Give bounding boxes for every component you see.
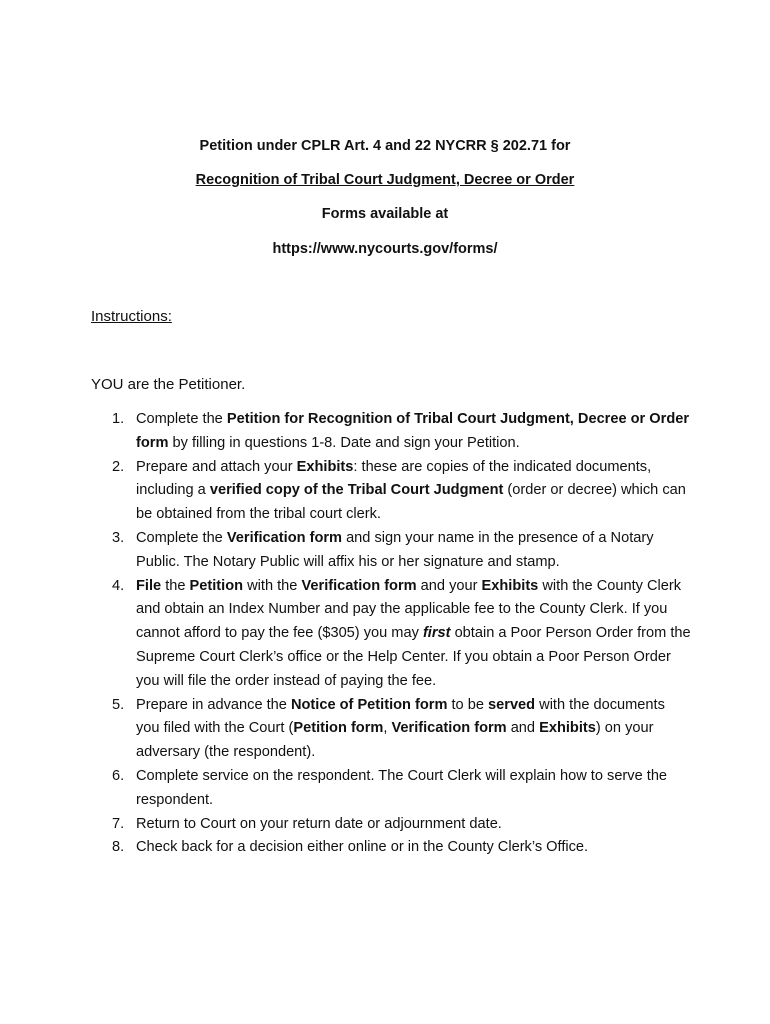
step-fragment: with the County Clerk and obtain an Index Number and pay the applicable fee to the County Clerk. If you cannot afford to pay the fee ($305) you may	[136, 577, 682, 642]
step-item	[91, 408, 691, 456]
step-fragment: : these are copies of the indicated documents, including a	[136, 458, 652, 499]
step-number: 6.	[112, 767, 125, 784]
step-fragment: and your	[416, 577, 482, 594]
step-fragment: (order or decree) which can be obtained from the tribal court clerk.	[136, 482, 686, 523]
step-emphasis: File	[136, 577, 162, 594]
step-text	[136, 768, 667, 808]
step-fragment: Return to Court on your return date or adjournment date.	[136, 815, 502, 832]
recognition-title: Recognition of Tribal Court Judgment, Decree or Order	[195, 172, 575, 188]
step-number: 5.	[112, 696, 125, 713]
step-item	[91, 765, 691, 813]
forms-url: https://www.nycourts.gov/forms/	[272, 241, 498, 257]
step-emphasis: Petition for Recognition of Tribal Court Judgment, Decree or Order form	[136, 411, 690, 451]
step-emphasis: Exhibits	[539, 720, 596, 737]
step-emphasis: served	[488, 696, 536, 713]
step-fragment: with the	[243, 577, 302, 594]
step-item	[91, 813, 691, 837]
step-emphasis: Notice of Petition form	[290, 696, 448, 713]
step-text	[136, 839, 588, 855]
step-fragment: Complete service on the respondent. The Court Clerk will explain how to serve the respondent.	[136, 767, 668, 808]
step-emphasis: Verification form	[301, 577, 417, 594]
instruction-steps-list	[91, 408, 691, 860]
step-text	[136, 816, 502, 832]
step-item	[91, 836, 691, 860]
petitioner-intro: YOU are the Petitioner.	[91, 376, 246, 393]
step-item	[91, 456, 691, 527]
step-emphasis: first	[422, 625, 451, 642]
step-fragment: with the documents you filed with the Court (	[136, 696, 665, 737]
step-fragment: Complete the	[136, 529, 227, 546]
step-number: 7.	[112, 815, 125, 832]
step-item	[91, 575, 691, 694]
step-fragment: Prepare and attach your	[136, 458, 297, 475]
step-emphasis: Exhibits	[481, 577, 539, 594]
petition-title-line: Petition under CPLR Art. 4 and 22 NYCRR § 202.71 for	[199, 138, 571, 154]
step-text	[136, 459, 686, 523]
step-fragment: to be	[447, 696, 489, 713]
step-item	[91, 527, 691, 575]
step-emphasis: Verification form	[226, 529, 343, 546]
step-number: 2.	[112, 458, 125, 475]
step-fragment: by filling in questions 1-8. Date and sign your Petition.	[168, 434, 520, 451]
step-fragment: and sign your name in the presence of a Notary Public. The Notary Public will affix his or her signature and stamp.	[136, 529, 654, 570]
step-fragment: ) on your adversary (the respondent).	[136, 720, 654, 761]
step-emphasis: verified copy of the Tribal Court Judgment	[209, 482, 504, 499]
step-fragment: Check back for a decision either online or in the County Clerk’s Office.	[136, 839, 589, 856]
step-fragment: Complete the	[136, 411, 227, 427]
step-emphasis: Exhibits	[296, 458, 354, 475]
step-number: 4.	[112, 577, 125, 594]
step-fragment: ,	[383, 720, 392, 737]
step-fragment: Prepare in advance the	[136, 696, 291, 713]
step-number: 8.	[112, 839, 125, 856]
step-text	[136, 578, 691, 689]
forms-available-label: Forms available at	[321, 206, 449, 222]
step-text	[136, 530, 654, 570]
instructions-heading: Instructions:	[91, 308, 172, 325]
step-emphasis: Petition form	[293, 720, 384, 737]
step-item	[91, 694, 691, 765]
step-fragment: the	[161, 577, 190, 594]
step-text	[136, 411, 689, 451]
step-text	[136, 697, 665, 761]
step-number: 1.	[112, 411, 125, 427]
step-emphasis: Verification form	[391, 720, 507, 737]
step-fragment: and	[506, 720, 540, 737]
step-fragment: obtain a Poor Person Order from the Supreme Court Clerk’s office or the Help Center. If you obtain a Poor Person Order you will file the order instead of paying the fee.	[136, 625, 691, 689]
step-number: 3.	[112, 529, 125, 546]
step-emphasis: Petition	[189, 577, 244, 594]
